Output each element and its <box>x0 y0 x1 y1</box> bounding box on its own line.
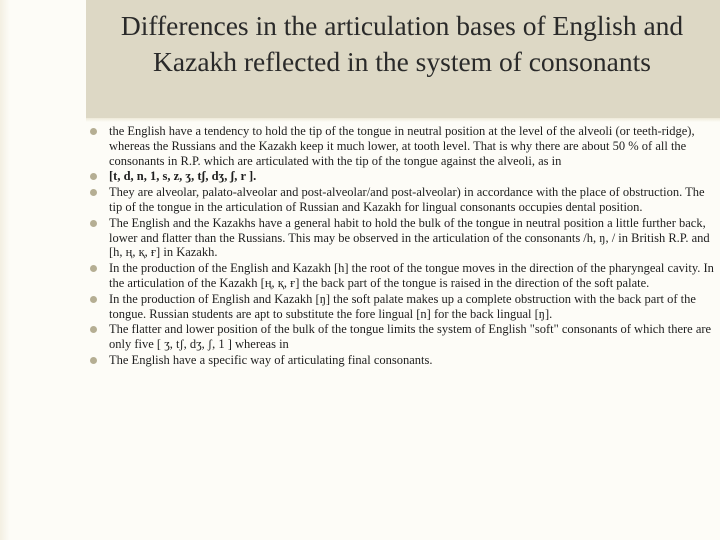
bullet-text: They are alveolar, palato-alveolar and post-alveolar/and post-alveolar) in accordance with the place of obstruction. The tip of the tongue in the articulation of Russian and Kazakh for lingual consonants occupies dental position. <box>109 185 705 214</box>
bullet-text: In the production of English and Kazakh [ŋ] the soft palate makes up a complete obstruction with the back part of the tongue. Russian students are apt to substitute the fore lingual [n] for the back lingual [ŋ]. <box>109 291 696 321</box>
bullet-dot-icon <box>90 173 97 180</box>
title-band-shadow <box>86 118 720 122</box>
bullet-dot-icon <box>90 265 97 272</box>
bullet-text: The English have a specific way of articulating final consonants. <box>109 352 433 367</box>
bullet-item <box>90 216 716 260</box>
bullet-text: [t, d, n, 1, s, z, ʒ, tʃ, dʒ, ʃ, r ]. <box>109 169 257 184</box>
bullet-dot-icon <box>90 128 97 135</box>
bullet-item <box>90 185 716 215</box>
bullet-item <box>90 169 716 184</box>
bullet-dot-icon <box>90 296 97 303</box>
bullet-item <box>90 261 716 291</box>
bullet-dot-icon <box>90 189 97 196</box>
bullet-text: The English and the Kazakhs have a general habit to hold the bulk of the tongue in neutral position a little further back, lower and flatter than the Russians. This may be observed in the articulation of the consonants /h, ŋ, / in British R.P. and [h, ң, қ, ғ] in Kazakh. <box>109 215 710 260</box>
slide-title: Differences in the articulation bases of English and Kazakh reflected in the system of consonants <box>120 10 684 77</box>
bullet-item <box>90 322 716 352</box>
bullet-dot-icon <box>90 326 97 333</box>
bullet-dot-icon <box>90 220 97 227</box>
bullet-text: The flatter and lower position of the bulk of the tongue limits the system of English "soft" consonants of which there are only five [ ʒ, tʃ, dʒ, ʃ, 1 ] whereas in <box>109 322 712 352</box>
slide-left-edge-decoration <box>0 0 10 540</box>
bullet-item <box>90 292 716 322</box>
bullet-text: In the production of the English and Kazakh [h] the root of the tongue moves in the direction of the pharyngeal cavity. In the articulation of the Kazakh [ң, қ, ғ] the back part of the tongue is raised in the direction of the soft palate. <box>109 261 714 290</box>
bullet-text: the English have a tendency to hold the tip of the tongue in neutral position at the level of the alveoli (or teeth-ridge), whereas the Russians and the Kazakh keep it much lower, at tooth level. That is why there are about 50 % of all the consonants in R.P. which are articulated with the tip of the tongue against the alveoli, as in <box>109 124 695 168</box>
bullet-item <box>90 124 716 168</box>
bullet-dot-icon <box>90 357 97 364</box>
bullet-list <box>90 124 716 369</box>
bullet-item <box>90 353 716 368</box>
